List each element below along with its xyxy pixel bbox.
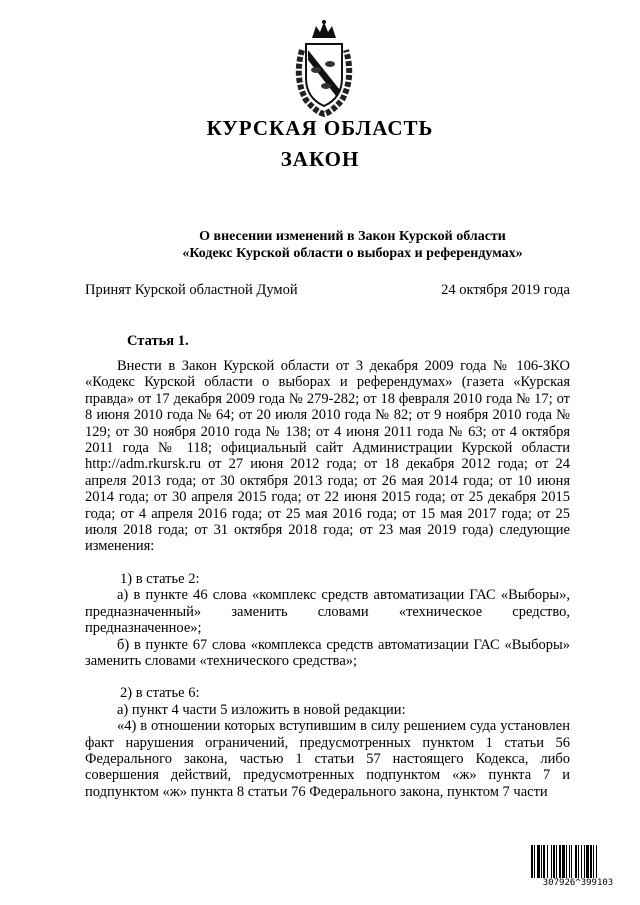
region-title: КУРСКАЯ ОБЛАСТЬ (206, 116, 434, 140)
adopted-by: Принят Курской областной Думой (85, 282, 298, 298)
subject-line-2: «Кодекс Курской области о выборах и референдумах» (182, 246, 523, 261)
coat-of-arms-icon (292, 20, 356, 118)
barcode (530, 845, 626, 890)
adoption-line (85, 282, 570, 299)
item-2: 2) в статье 6: (120, 685, 200, 702)
document-type-title: ЗАКОН (280, 147, 360, 171)
barcode-bars (530, 845, 626, 879)
adoption-date: 24 октября 2019 года (441, 282, 570, 298)
subject-line-1: О внесении изменений в Закон Курской области (199, 229, 506, 244)
document-subject (130, 228, 575, 262)
article-intro: Внести в Закон Курской области от 3 декабря 2009 года № 106-ЗКО «Кодекс Курской области о выборах и референдумах» (газета «Курская правда» от 17 декабря 2009 года № 279-282; от 18 февраля 2010 года № 17; от 8 июня 2010 года № 64; от 20 июля 2010 года № 82; от 9 ноября 2010 года № 129; от 30 ноября 2010 года № 138; от 4 июня 2011 года № 63; от 4 октября 2011 года № 118; официальный сайт Администрации Курской области http://adm.rkursk.ru от 27 июня 2012 года; от 18 декабря 2012 года; от 24 апреля 2013 года; от 30 октября 2013 года; от 26 мая 2014 года; от 10 июня 2014 года; от 30 апреля 2015 года; от 22 июня 2015 года; от 25 декабря 2015 года; от 4 апреля 2016 года; от 25 мая 2016 года; от 15 мая 2017 года; от 25 июля 2018 года; от 31 октября 2018 года; от 23 мая 2019 года) следующие изменения: (85, 358, 570, 555)
item-2a: а) пункт 4 части 5 изложить в новой редакции: (117, 701, 406, 718)
item-2a-text: «4) в отношении которых вступившим в силу решением суда установлен факт нарушения ограничений, предусмотренных пунктом 1 статьи 56 Федерального закона, частью 1 статьи 57 настоящего Кодекса, либо совершения действий, предусмотренных подпунктом «ж» пункта 7 и подпунктом «ж» пункта 8 статьи 76 Федерального закона, пунктом 7 части (85, 718, 570, 800)
item-1a: а) в пункте 46 слова «комплекс средств автоматизации ГАС «Выборы», предназначенный» заменить словами «техническое средство, предназначенное»; (85, 587, 570, 637)
item-1b: б) в пункте 67 слова «комплекса средств автоматизации ГАС «Выборы» заменить словами «технического средства»; (85, 636, 570, 669)
barcode-number: 307926^399103 (530, 878, 626, 888)
item-1: 1) в статье 2: (120, 570, 200, 587)
article-heading: Статья 1. (127, 333, 189, 349)
article-body (85, 358, 570, 800)
